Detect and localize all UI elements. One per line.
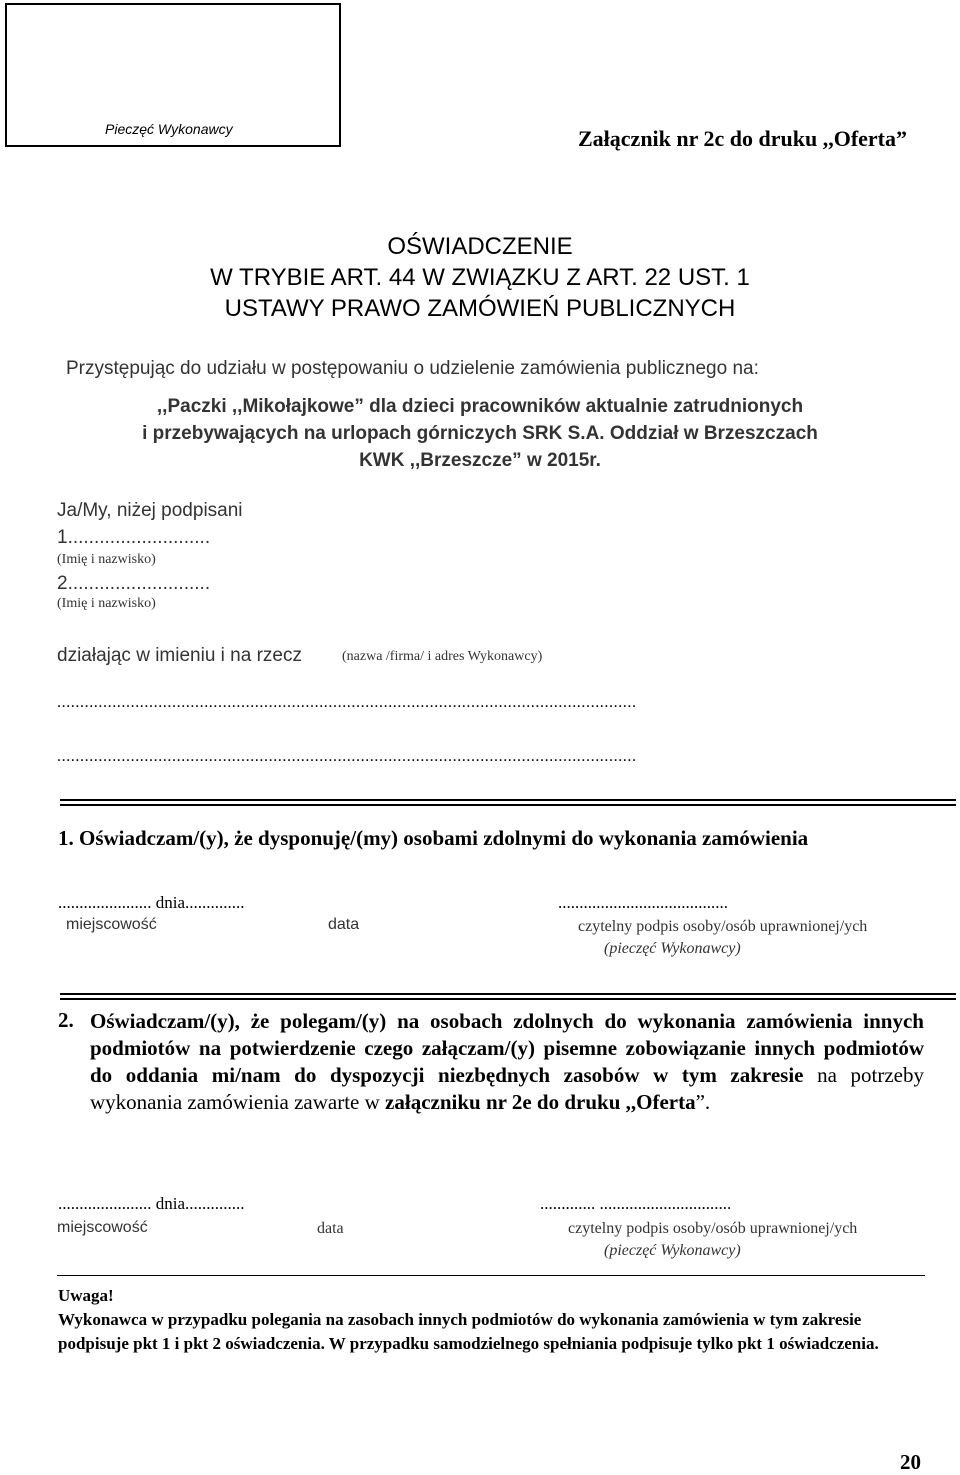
acting-caption: (nazwa /firma/ i adres Wykonawcy) <box>342 649 543 664</box>
note-heading: Uwaga! <box>58 1286 114 1305</box>
section-2-place-label: miejscowość <box>57 1219 148 1236</box>
section-1-statement: 1. Oświadczam/(y), że dysponuję/(my) osobami zdolnymi do wykonania zamówienia <box>58 826 809 850</box>
separator-2 <box>60 993 956 1000</box>
subject-line-2: i przebywających na urlopach górniczych SRK S.A. Oddział w Brzeszczach <box>142 423 818 444</box>
subject-line-1: ,,Paczki ,,Mikołajkowe” dla dzieci pracowników aktualnie zatrudnionych <box>156 396 804 417</box>
section-1-place-date-field: ...................... dnia.............. <box>58 893 245 912</box>
section-1-date-label: data <box>328 916 360 933</box>
section-1-stamp-label: (pieczęć Wykonawcy) <box>604 940 741 957</box>
title-line-3: USTAWY PRAWO ZAMÓWIEŃ PUBLICZNYCH <box>224 295 736 322</box>
section-2-stamp-label: (pieczęć Wykonawcy) <box>604 1242 741 1259</box>
section-1-signature-label: czytelny podpis osoby/osób uprawnionej/ych <box>578 918 868 935</box>
signer-2-field: 2........................... <box>57 573 211 594</box>
page-number: 20 <box>900 1450 921 1474</box>
note-text: Wykonawca w przypadku polegania na zasobach innych podmiotów do wykonania zamówienia w tym zakresie podpisuje pkt 1 i pkt 2 oświadczenia. W przypadku samodzielnego spełniania podpisuje tylko pkt 1 oświadczenia. <box>58 1310 879 1353</box>
section-2-place-date-field: ...................... dnia.............. <box>58 1194 245 1213</box>
section-2-number: 2. <box>58 1008 74 1032</box>
section-1-signature-field: ........................................ <box>558 893 728 912</box>
section-2-signature-label: czytelny podpis osoby/osób uprawnionej/ych <box>568 1220 858 1237</box>
title-line-2: W TRYBIE ART. 44 W ZWIĄZKU Z ART. 22 UST. 1 <box>210 264 750 291</box>
acting-label: działając w imieniu i na rzecz <box>57 645 302 666</box>
section-2-signature-field: ............. ............................... <box>540 1194 732 1213</box>
section-2-bold-2: załączniku nr 2e do druku ,,Oferta <box>385 1090 696 1114</box>
separator-3 <box>57 1275 925 1276</box>
attachment-label: Załącznik nr 2c do druku ,,Oferta” <box>578 126 908 151</box>
contractor-address-line-1: .............................................................................................................................. <box>57 694 637 711</box>
signer-1-caption: (Imię i nazwisko) <box>57 552 156 567</box>
section-2-date-label: data <box>317 1220 344 1237</box>
section-2-normal-2: ”. <box>695 1090 711 1114</box>
contractor-address-line-2: .............................................................................................................................. <box>57 748 637 765</box>
section-2-statement <box>90 1008 924 1116</box>
section-1-place-label: miejscowość <box>66 916 157 933</box>
subject-line-3: KWK ,,Brzeszcze” w 2015r. <box>359 450 601 471</box>
note-block <box>58 1284 926 1356</box>
signers-heading: Ja/My, niżej podpisani <box>57 500 243 521</box>
section-2-normal-1: na potrzeby wykonania zamówienia zawarte w <box>90 1063 924 1114</box>
section-2-bold-1: Oświadczam/(y), że polegam/(y) na osobach zdolnych do wykonania zamówienia innych podmiotów na potwierdzenie czego załączam/(y) pisemne zobowiązanie innych podmiotów do oddania mi/nam do dyspozycji niezbędnych zasobów w tym zakresie <box>90 1009 924 1087</box>
separator-1 <box>60 799 956 806</box>
signer-2-caption: (Imię i nazwisko) <box>57 596 156 611</box>
intro-text: Przystępując do udziału w postępowaniu o udzielenie zamówienia publicznego na: <box>66 358 759 379</box>
contractor-stamp-label: Pieczęć Wykonawcy <box>105 121 233 137</box>
title-line-1: OŚWIADCZENIE <box>387 233 573 260</box>
signer-1-field: 1........................... <box>57 527 211 548</box>
